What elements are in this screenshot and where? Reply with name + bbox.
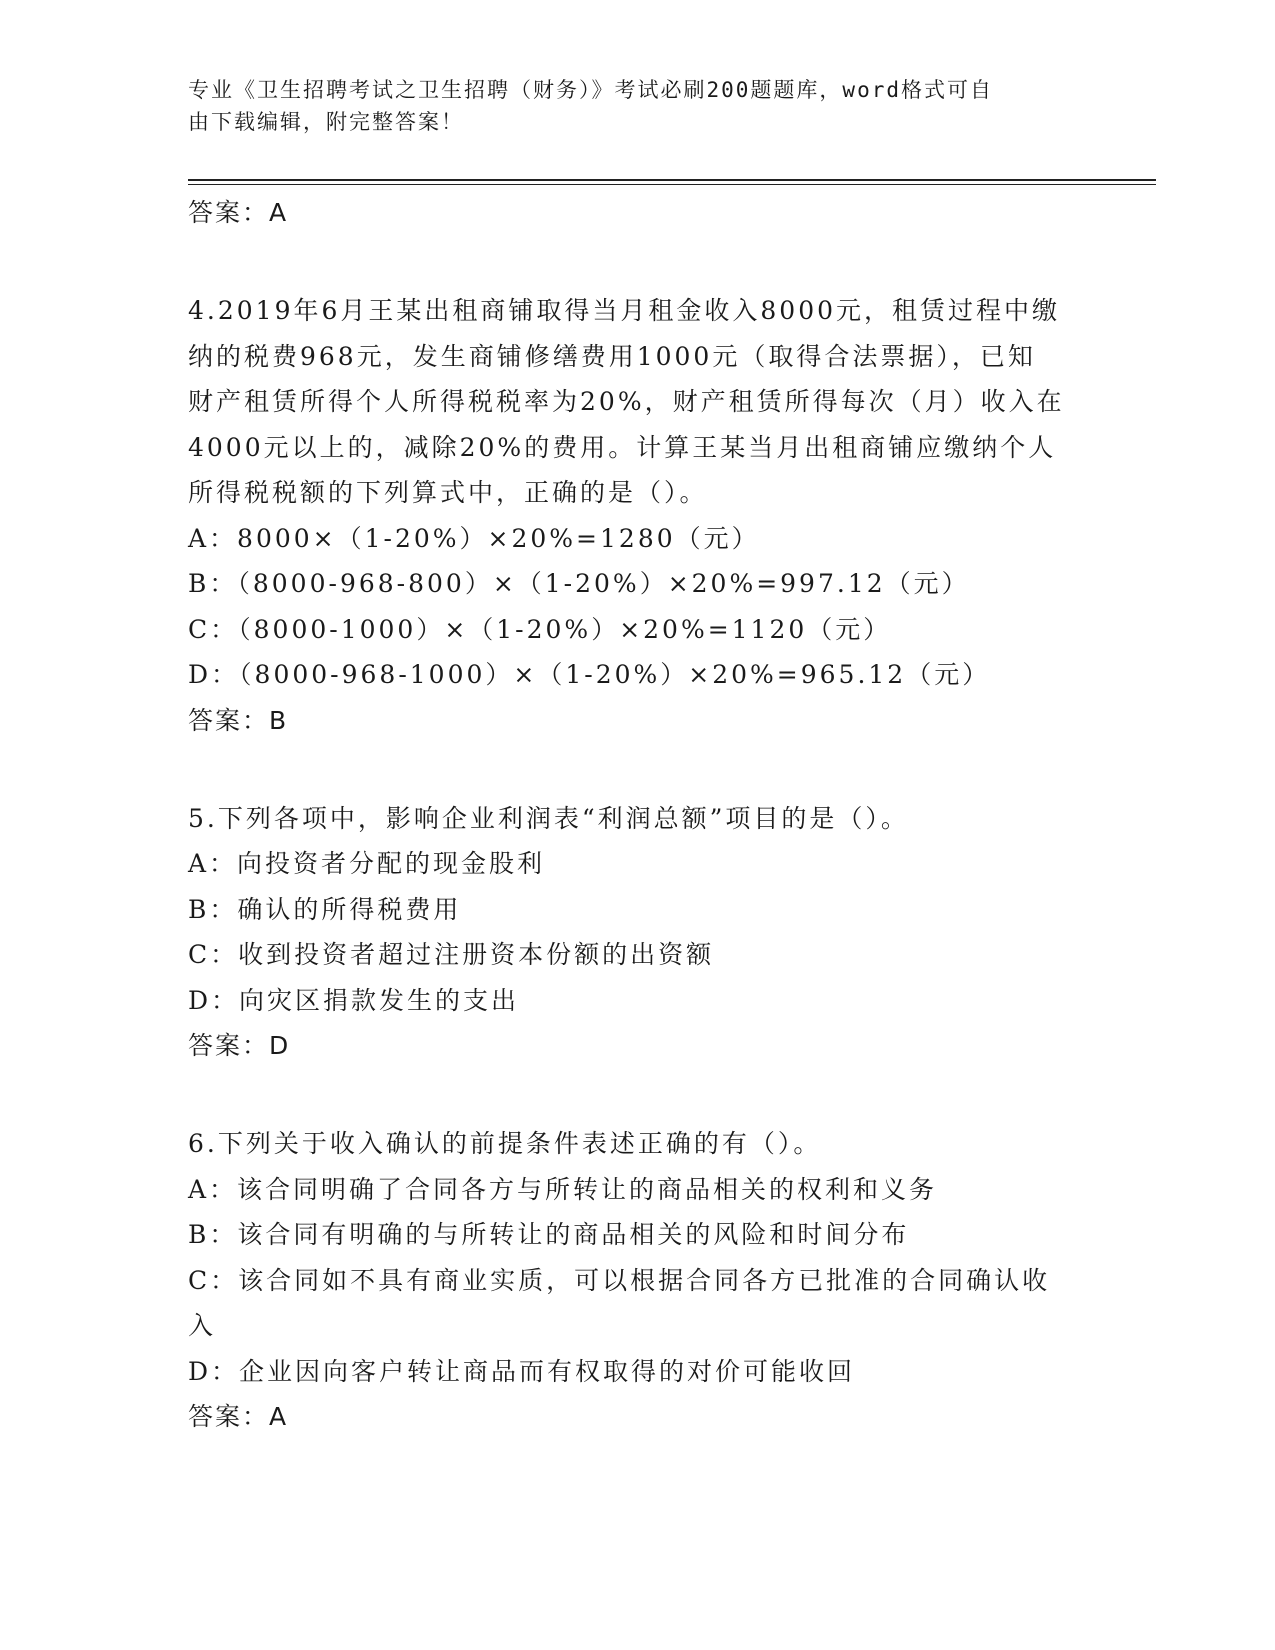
option-a: A：向投资者分配的现金股利 <box>188 849 546 878</box>
header-divider-thick <box>188 179 1156 181</box>
question-stem-line: 4000元以上的，减除20%的费用。计算王某当月出租商铺应缴纳个人 <box>188 432 1057 462</box>
question-5 <box>188 796 1088 1070</box>
question-stem-line: 5.下列各项中，影响企业利润表“利润总额”项目的是（）。 <box>188 803 909 833</box>
option-d: D：（8000-968-1000）×（1-20%）×20%=965.12（元） <box>188 660 991 689</box>
option-c: C：该合同如不具有商业实质，可以根据合同各方已批准的合同确认收 <box>188 1265 1051 1295</box>
answer-line: 答案：A <box>188 1402 289 1431</box>
question-6 <box>188 1121 1088 1440</box>
question-stem-line: 财产租赁所得个人所得税税率为20%，财产租赁所得每次（月）收入在 <box>188 387 1065 416</box>
header-line-2: 由下载编辑，附完整答案！ <box>188 110 464 134</box>
page-header <box>188 74 1078 138</box>
spacer <box>188 236 1088 288</box>
question-stem-line: 纳的税费968元，发生商铺修缮费用1000元（取得合法票据），已知 <box>188 341 1036 371</box>
option-a: A：该合同明确了合同各方与所转让的商品相关的权利和义务 <box>188 1174 938 1204</box>
option-b: B：确认的所得税费用 <box>188 894 462 924</box>
option-a: A：8000×（1-20%）×20%=1280（元） <box>188 523 760 553</box>
question-stem-line: 所得税税额的下列算式中，正确的是（）。 <box>188 478 708 507</box>
spacer <box>188 1069 1088 1121</box>
option-b: B：该合同有明确的与所转让的商品相关的风险和时间分布 <box>188 1220 910 1249</box>
option-c-continued: 入 <box>188 1311 217 1340</box>
option-d: D：企业因向客户转让商品而有权取得的对价可能收回 <box>188 1356 856 1386</box>
answer-block-3 <box>188 190 1088 236</box>
question-4 <box>188 288 1088 744</box>
question-stem-line: 4.2019年6月王某出租商铺取得当月租金收入8000元，租赁过程中缴 <box>188 296 1061 325</box>
question-stem-line: 6.下列关于收入确认的前提条件表述正确的有（）。 <box>188 1129 822 1158</box>
answer-line: 答案：B <box>188 705 289 735</box>
option-b: B：（8000-968-800）×（1-20%）×20%=997.12（元） <box>188 569 970 598</box>
answer-line: 答案：A <box>188 198 289 227</box>
question-list <box>188 190 1088 1440</box>
answer-line: 答案：D <box>188 1031 291 1060</box>
option-c: C：收到投资者超过注册资本份额的出资额 <box>188 940 715 969</box>
option-c: C：（8000-1000）×（1-20%）×20%=1120（元） <box>188 614 892 644</box>
header-divider-thin <box>188 184 1156 185</box>
spacer <box>188 744 1088 796</box>
header-line-1: 专业《卫生招聘考试之卫生招聘（财务）》考试必刷200题题库，word格式可自 <box>188 78 993 102</box>
option-d: D：向灾区捐款发生的支出 <box>188 985 520 1015</box>
